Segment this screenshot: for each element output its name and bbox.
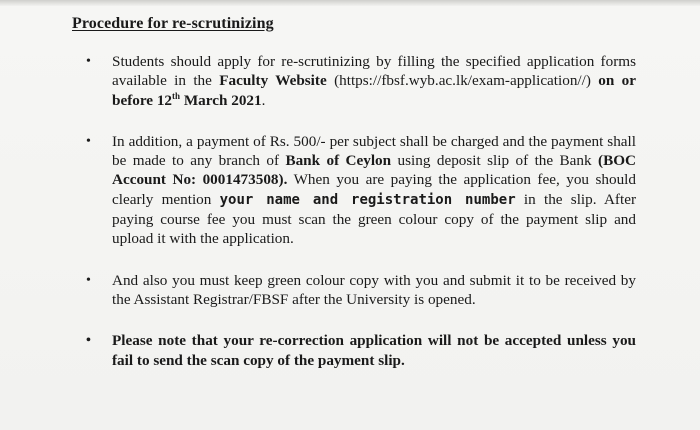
faculty-website-label: Faculty Website (219, 72, 327, 90)
list-item-green-copy (84, 271, 636, 310)
green-copy-text: And also you must keep green colour copy with you and submit it to be received by the Assistant Registrar/FBSF after the University is opened. (112, 271, 636, 308)
deadline-date: March 2021 (180, 91, 262, 109)
apply-text-a: Students should apply for re-scrutinizing by filling the specified application forms available in the (112, 53, 636, 90)
deadline-prefix: on or before 12 (112, 72, 637, 109)
payment-text-d: in the slip. After paying course fee you must scan the green colour copy of the payment slip and upload it with the application. (112, 190, 636, 248)
bullet-icon: • (86, 54, 91, 69)
bullet-icon: • (86, 333, 91, 349)
payment-text-b: using deposit slip of the Bank (391, 152, 599, 170)
deadline-ordinal: th (172, 90, 181, 101)
payment-text-c: When you are paying the application fee, you should clearly mention (112, 171, 636, 208)
apply-text-end: . (261, 91, 266, 109)
procedure-list (84, 52, 636, 370)
bullet-icon: • (86, 133, 91, 149)
name-registration-emphasis: your name and registration number (219, 191, 516, 208)
apply-url-text: (https://fbsf.wyb.ac.lk/exam-application//) (326, 72, 599, 90)
payment-text-a: In addition, a payment of Rs. 500/- per subject shall be charged and the payment shall be made to any branch of (112, 132, 636, 170)
list-item-apply (84, 52, 636, 110)
boc-account-number: (BOC Account No: 0001473508). (112, 152, 636, 189)
bullet-icon: • (86, 272, 91, 288)
note-text: Please note that your re-correction application will not be accepted unless you fail to send the scan copy of the payment slip. (112, 332, 636, 369)
scan-top-edge (0, 0, 700, 6)
list-item-note (84, 331, 636, 370)
bank-name: Bank of Ceylon (285, 152, 392, 170)
list-item-payment (84, 132, 636, 249)
procedure-heading: Procedure for re-scrutinizing (72, 15, 274, 32)
